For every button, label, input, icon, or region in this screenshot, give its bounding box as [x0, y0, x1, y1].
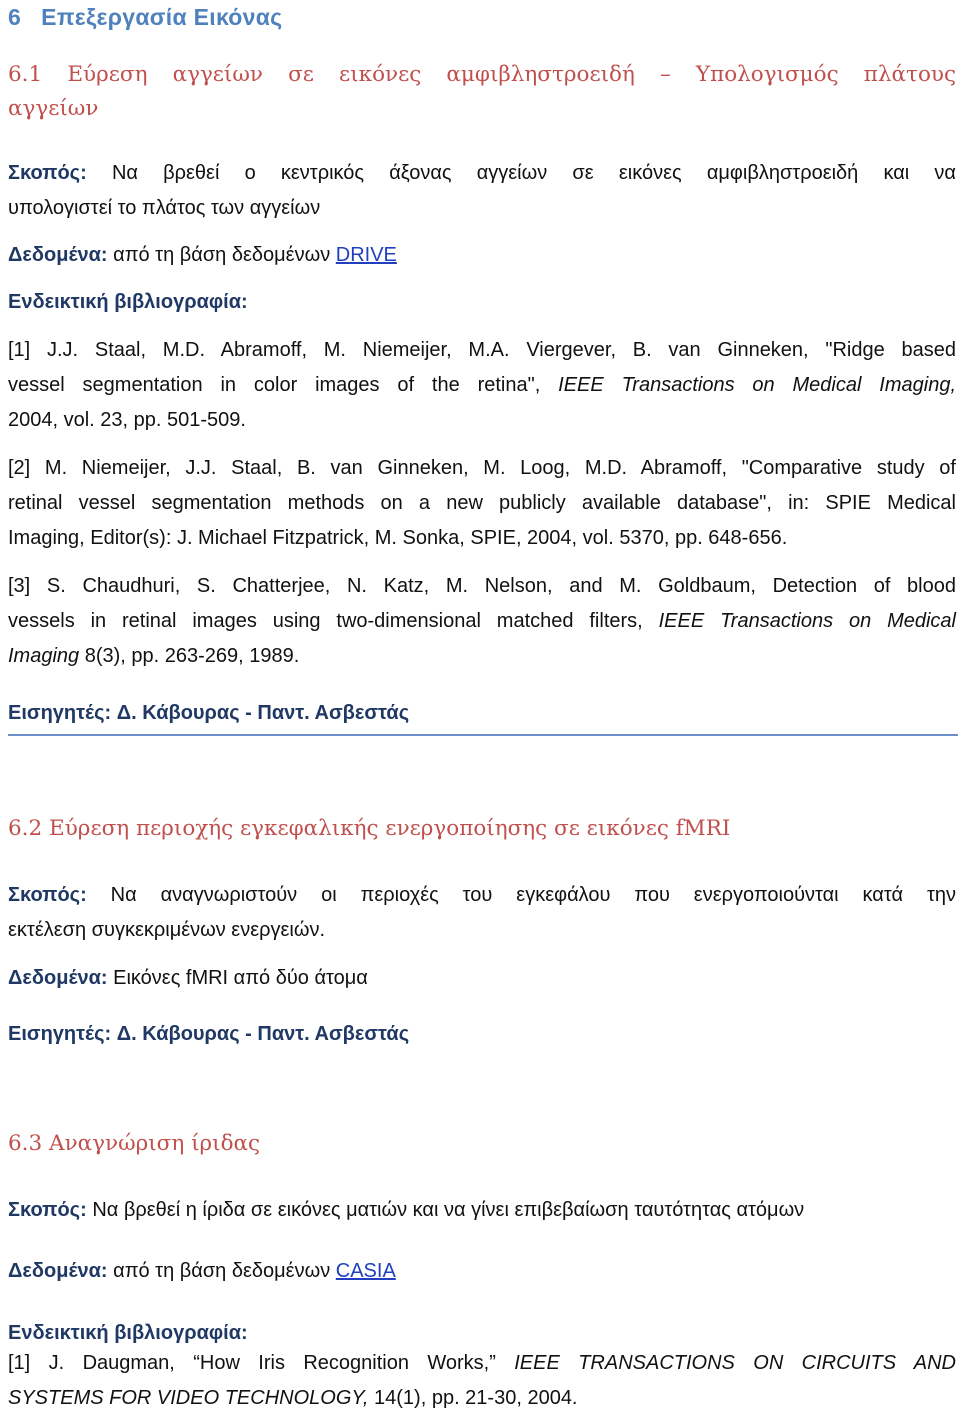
biblio-label-6-3: Ενδεικτική βιβλιογραφία: — [8, 1322, 248, 1344]
ref-3-journal: IEEE Transactions on Medical — [658, 610, 956, 632]
data-text: από τη βάση δεδομένων — [113, 1260, 331, 1282]
data-text: Εικόνες fMRI από δύο άτομα — [113, 967, 368, 989]
subsection-6-2-title — [8, 816, 730, 841]
goal-6-2-line2: εκτέλεση συγκεκριμένων ενεργειών. — [8, 919, 326, 941]
section-heading — [8, 4, 282, 31]
ref-details: 14(1), pp. 21-30, 2004. — [374, 1387, 578, 1409]
ref-journal-cont: SYSTEMS FOR VIDEO TECHNOLOGY, — [8, 1387, 369, 1409]
goal-label: Σκοπός: — [8, 1199, 87, 1221]
ref-3-journal-cont: Imaging — [8, 645, 80, 667]
ref-text: [1] J. Daugman, “How Iris Recognition Works,” — [8, 1352, 496, 1374]
section-number: 6 — [8, 4, 22, 30]
ref-3-line1: [3] S. Chaudhuri, S. Chatterjee, N. Katz, M. Nelson, and M. Goldbaum, Detection of blood — [8, 575, 956, 597]
advisors-6-2 — [8, 1016, 409, 1052]
data-6-3 — [8, 1253, 396, 1289]
ref-6-3-line2 — [8, 1380, 578, 1416]
data-6-1 — [8, 237, 397, 273]
ref-1-text: vessel segmentation in color images of the retina", — [8, 374, 541, 396]
subsection-6-1-title-line1 — [8, 62, 956, 87]
ref-1-line2 — [8, 367, 956, 403]
subsection-6-1-title-text: Εύρεση αγγείων σε εικόνες αμφιβληστροειδή – Υπολογισμός πλάτους — [67, 62, 956, 87]
subsection-6-1-number: 6.1 — [8, 62, 43, 87]
ref-3-details: 8(3), pp. 263-269, 1989. — [84, 645, 300, 667]
data-text: από τη βάση δεδομένων — [113, 244, 331, 266]
ref-3-line3 — [8, 638, 299, 674]
goal-text: Να αναγνωριστούν οι περιοχές του εγκεφάλου που ενεργοποιούνται κατά την — [110, 884, 956, 906]
goal-label: Σκοπός: — [8, 162, 87, 184]
advisors-label: Εισηγητές: — [8, 702, 112, 724]
advisors-6-1 — [8, 695, 409, 731]
ref-1-line3: 2004, vol. 23, pp. 501-509. — [8, 409, 246, 431]
goal-label: Σκοπός: — [8, 884, 87, 906]
drive-link[interactable]: DRIVE — [335, 244, 397, 266]
goal-text: Να βρεθεί η ίριδα σε εικόνες ματιών και να γίνει επιβεβαίωση ταυτότητας ατόμων — [92, 1199, 805, 1221]
divider-6-1 — [8, 734, 958, 736]
ref-2-line1: [2] M. Niemeijer, J.J. Staal, B. van Ginneken, M. Loog, M.D. Abramoff, "Comparative study of — [8, 457, 956, 479]
subsection-6-1-title-line2: αγγείων — [8, 96, 99, 121]
goal-6-3 — [8, 1192, 804, 1228]
ref-1-journal: IEEE Transactions on Medical Imaging, — [558, 374, 956, 396]
biblio-label-6-1: Ενδεικτική βιβλιογραφία: — [8, 291, 248, 313]
casia-link[interactable]: CASIA — [335, 1260, 396, 1282]
advisors-names: Δ. Κάβουρας - Παντ. Ασβεστάς — [116, 702, 410, 724]
subsection-6-3-title-text: Αναγνώριση ίριδας — [49, 1131, 261, 1156]
advisors-names: Δ. Κάβουρας - Παντ. Ασβεστάς — [116, 1023, 410, 1045]
subsection-6-2-number: 6.2 — [8, 816, 43, 841]
section-title: Επεξεργασία Εικόνας — [41, 4, 283, 30]
subsection-6-2-title-text: Εύρεση περιοχής εγκεφαλικής ενεργοποίησης σε εικόνες fMRI — [49, 816, 731, 841]
ref-3-text: vessels in retinal images using two-dimensional matched filters, — [8, 610, 643, 632]
goal-6-1-line2: υπολογιστεί το πλάτος των αγγείων — [8, 197, 321, 219]
goal-text: Να βρεθεί ο κεντρικός άξονας αγγείων σε εικόνες αμφιβληστροειδή και να — [111, 162, 956, 184]
goal-6-2-line1 — [8, 877, 956, 913]
subsection-6-3-number: 6.3 — [8, 1131, 43, 1156]
ref-1-line1: [1] J.J. Staal, M.D. Abramoff, M. Niemeijer, M.A. Viergever, B. van Ginneken, "Ridge based — [8, 339, 956, 361]
ref-journal: IEEE TRANSACTIONS ON CIRCUITS AND — [514, 1352, 956, 1374]
data-label: Δεδομένα: — [8, 967, 108, 989]
goal-6-1-line1 — [8, 155, 956, 191]
ref-2-line3: Imaging, Editor(s): J. Michael Fitzpatrick, M. Sonka, SPIE, 2004, vol. 5370, pp. 648-656. — [8, 527, 788, 549]
ref-2-line2: retinal vessel segmentation methods on a new publicly available database", in: SPIE Medical — [8, 492, 956, 514]
data-label: Δεδομένα: — [8, 1260, 108, 1282]
ref-3-line2 — [8, 603, 956, 639]
ref-6-3-line1 — [8, 1345, 956, 1381]
data-label: Δεδομένα: — [8, 244, 108, 266]
advisors-label: Εισηγητές: — [8, 1023, 112, 1045]
data-6-2 — [8, 960, 368, 996]
subsection-6-3-title — [8, 1131, 260, 1156]
